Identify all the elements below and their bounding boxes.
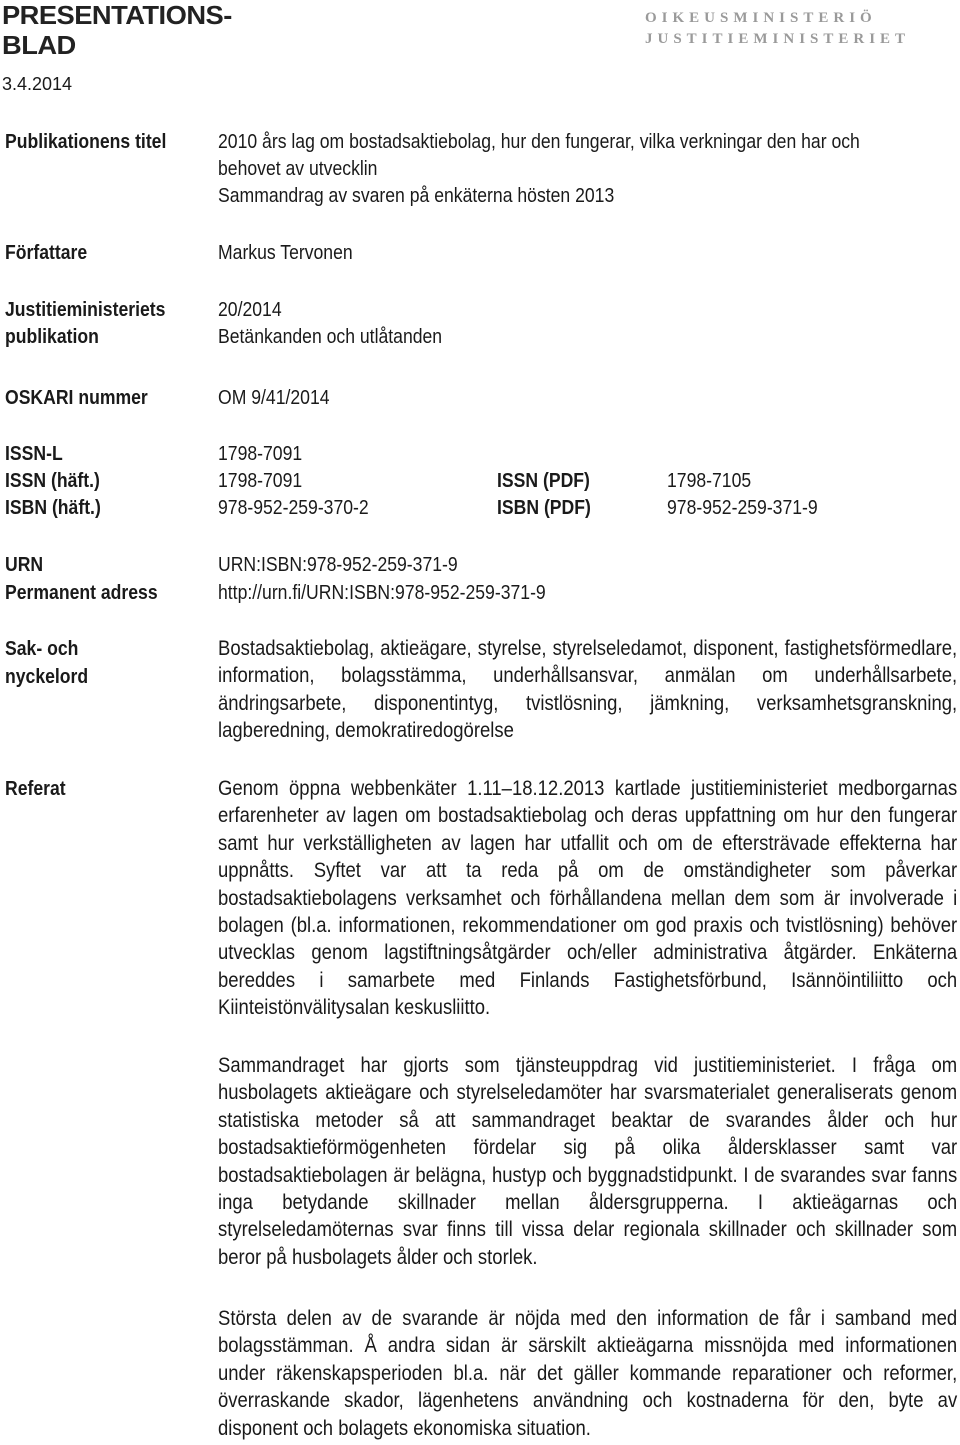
keywords-label-line2: nyckelord [5, 666, 89, 688]
title-value-line1: 2010 års lag om bostadsaktiebolag, hur den fungerar, vilka verkningar den har och [218, 131, 860, 153]
urn-value: URN:ISBN:978-952-259-371-9 [218, 554, 458, 576]
isbn-pdf-label: ISBN (PDF) [497, 497, 591, 519]
ministry-logo [645, 8, 910, 50]
issn-pdf-value: 1798-7105 [667, 470, 752, 492]
oskari-value: OM 9/41/2014 [218, 387, 330, 409]
isbn-pdf-value: 978-952-259-371-9 [667, 497, 818, 519]
isbn-print-value: 978-952-259-370-2 [218, 497, 369, 519]
publication-series: Betänkanden och utlåtanden [218, 326, 443, 348]
issn-print-value: 1798-7091 [218, 470, 303, 492]
abstract-label: Referat [5, 778, 66, 800]
publication-number: 20/2014 [218, 299, 282, 321]
title-value-line3: Sammandrag av svaren på enkäterna hösten 2013 [218, 185, 615, 207]
abstract-paragraph-3: Största delen av de svarande är nöjda med den information de får i samband med bolagsstämman. Å andra sidan är särskilt aktieägarna missnöjda med informationen under räkenskapsperioden bl.a. när det gäller kommande reparationer och reformer, överraskande skador, lägenhetens användning och kostnaderna för den, byte av disponent och bolagets ekonomiska situation. [218, 1307, 958, 1440]
keywords-value: Bostadsaktiebolag, aktieägare, styrelse, styrelseledamot, disponent, fastighetsförmedlare, information, bolagsstämma, underhållsansvar, anmälan om underhållsarbete, ändringsarbete, disponentintyg, tvistlösning, jämkning, verksamhetsgranskning, lagberedning, demokratiredogörelse [218, 637, 958, 743]
issnl-value: 1798-7091 [218, 443, 303, 465]
author-value: Markus Tervonen [218, 242, 353, 264]
document-type-title-line2: BLAD [2, 30, 76, 60]
ministry-name-swedish: JUSTITIEMINISTERIET [645, 31, 911, 47]
issn-print-label: ISSN (häft.) [5, 470, 100, 492]
publication-label-line2: publikation [5, 326, 99, 348]
issn-pdf-label: ISSN (PDF) [497, 470, 590, 492]
abstract-paragraph-1: Genom öppna webbenkäter 1.11–18.12.2013 kartlade justitieministeriet medborgarnas erfarenheter av lagen om bostadsaktiebolag och deras uppfattning om hur den fungerar samt hur verkställigheten av lagen har utfallit och om de eftersträvade effekterna har uppnåtts. Syftet var att ta reda på om de omständigheter som påverkar bostadsaktiebolagens verksamhet och förhållandena mellan dem som är involverade i bolagen (bl.a. informationen, rekommendationer om god praxis och tvistlösning) behöver utvecklas genom lagstiftningsåtgärder och/eller administrativa åtgärder. Enkäterna bereddes i samarbete med Finlands Fastighetsförbund, Isännöintiliitto och Kiinteistönvälitysalan keskusliitto. [218, 777, 958, 1020]
permanent-address-link[interactable]: http://urn.fi/URN:ISBN:978-952-259-371-9 [218, 582, 546, 604]
document-type-title-line1: PRESENTATIONS- [2, 0, 232, 30]
title-label: Publikationens titel [5, 131, 167, 153]
document-date: 3.4.2014 [2, 74, 73, 94]
isbn-print-label: ISBN (häft.) [5, 497, 101, 519]
keywords-label-line1: Sak- och [5, 638, 79, 660]
author-label: Författare [5, 242, 88, 264]
issnl-label: ISSN-L [5, 443, 63, 465]
permanent-address-label: Permanent adress [5, 582, 158, 604]
publication-label-line1: Justitieministeriets [5, 299, 166, 321]
urn-label: URN [5, 554, 44, 576]
oskari-label: OSKARI nummer [5, 387, 148, 409]
document-type-title [2, 0, 232, 60]
title-value-line2: behovet av utvecklin [218, 158, 378, 180]
abstract-paragraph-2: Sammandraget har gjorts som tjänsteuppdrag vid justitieministeriet. I fråga om husbolagets aktieägare och styrelseledamöter har svarsmaterialet generaliserats genom statistiska metoder så att sammandraget beaktar de svarandes ålder och hur bostadsaktieförmögenheten fördelar sig på olika åldersklasser samt var bostadsaktiebolagen är belägna, hustyp och byggnadstidpunkt. I de svarandes svar fanns inga betydande skillnader mellan åldersgrupperna. I aktieägarnas och styrelseledamöternas svar finns till vissa delar regionala skillnader och skillnader som beror på husbolagets ålder och storlek. [218, 1054, 958, 1269]
ministry-name-finnish: OIKEUSMINISTERIÖ [645, 10, 877, 26]
